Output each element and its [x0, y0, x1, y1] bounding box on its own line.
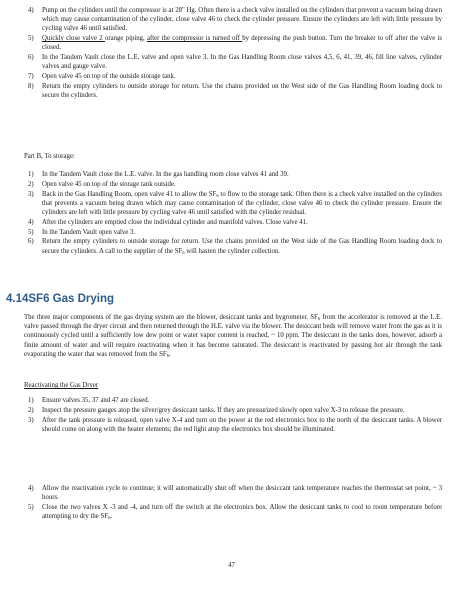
text-fragment: from the accelerator is removed at the L.E. valve passed through the dryer circuit and then returned through the H.E. valve via the blower. The desiccant beds will remove water from the gas as it is continuously cycled until a sufficiently low dew point or water vapor content is reached, ~ 10 ppm. The desiccant in the tanks does, however, adsorb a finite amount of water and will require reactivating when it has become saturated. The desiccant is reactivated by passing hot air through the tank evaporating the water that was removed from the SF [24, 314, 442, 358]
list-number: 4) [28, 218, 34, 226]
list-number: 4) [28, 485, 34, 492]
subscript: 6 [216, 192, 219, 198]
subscript: 6 [182, 249, 185, 255]
text-fragment: . [169, 350, 171, 358]
list-number: 8) [28, 83, 34, 90]
list-item [24, 396, 442, 405]
list-item [24, 82, 442, 100]
section-title-text: SF6 Gas Drying [28, 293, 115, 305]
text-fragment: The three major components of the gas drying system are the blower, desiccant tanks and hygrometer. SF [24, 314, 318, 321]
list-number: 5) [28, 228, 34, 236]
list-text: Allow the reactivation cycle to continue; it will automatically shut off when the desiccant tank temperature reaches the thermostat set point, ~ 3 hours. [42, 485, 442, 502]
section-title [6, 293, 424, 306]
list-text: Open valve 45 on top of the outside storage tank. [42, 73, 176, 81]
reactivating-heading-block [24, 381, 442, 390]
paragraph [24, 313, 442, 359]
list-item [24, 53, 442, 71]
part-b-heading-block [24, 152, 442, 161]
subscript: 6 [166, 352, 169, 358]
list-item [24, 237, 442, 255]
list-text: Pump on the cylinders until the compressor is at 28" Hg. Often there is a check valve installed on the cylinders that prevent a vacuum being drawn which may cause contamination of the cylinder, close valve 46 to check the cylinder pressure. Ensure the cylinders are left with little pressure by cycling valve 46 until satisfied. [42, 7, 442, 33]
list-item [24, 484, 442, 502]
list-number: 3) [28, 416, 34, 424]
list-item [24, 503, 442, 521]
list-text: After the tank pressure is released, open valve X-4 and turn on the power at the red electronics box to the north of the desiccant tanks. A blower should come on along with the heater elements; the red light atop the electronics box should be illuminated. [42, 416, 442, 433]
list-text: Inspect the pressure gauges atop the silver/grey desiccant tanks. If they are pressurized slowly open valve X-3 to release the pressure. [42, 406, 405, 414]
list-item [24, 406, 442, 415]
list-number: 3) [28, 190, 34, 198]
reactivating-heading: Reactivating the Gas Dryer [24, 382, 99, 389]
reactivation-steps-list [24, 396, 442, 435]
list-number: 2) [28, 180, 34, 188]
section-heading-block [6, 293, 424, 306]
list-number: 4) [28, 7, 34, 14]
procedure-list-part-a [24, 6, 442, 101]
list-number: 1) [28, 397, 34, 404]
list-number: 6) [28, 54, 34, 62]
list-text: Open valve 45 on top of the storage tank outside. [42, 180, 176, 188]
list-number: 5) [28, 35, 34, 43]
gas-drying-paragraph [24, 313, 442, 359]
list-item [24, 6, 442, 34]
text-fragment: Close the two valves X -3 and -4, and turn off the switch at the electronics box. Allow the desiccant tanks to cool to room temperature before attempting to dry the SF [42, 504, 442, 521]
list-item [24, 34, 442, 52]
text-fragment: to flow to the storage tank. Often there is a check valve installed on the cylinders that prevents a vacuum being drawn which may cause contamination of the cylinder, close valve 46 to check the cylinder pressure. Ensure the cylinders are left with little pressure by cycling valve 46 until satisfied with the cylinder residual. [42, 190, 443, 216]
underlined-text: after the compressor is turned off [146, 35, 243, 43]
underlined-text: Quickly close valve 2 [42, 35, 105, 43]
subscript: 6 [317, 316, 321, 321]
text-fragment: orange piping, [104, 35, 147, 43]
page-number: 47 [228, 562, 235, 569]
list-text [42, 503, 442, 521]
list-item [24, 72, 442, 81]
list-item [24, 170, 442, 179]
list-text: In the Tandem Vault close the L.E. valve and open valve 3. In the Gas Handling Room close valves 4,5, 6, 41, 39, 46, fill line valves, cylinder valves and gauge valve. [42, 54, 442, 71]
list-number: 2) [28, 406, 34, 414]
text-fragment: Back in the Gas Handling Room, open valve 41 to allow the SF [42, 190, 217, 198]
text-fragment: Return the empty cylinders to outside storage for return. Use the chains provided on the West side of the Gas Handling Room loading dock to secure the cylinders. A call to the supplier of the SF [42, 238, 442, 255]
list-text: In the Tandem Vault open valve 3. [42, 228, 136, 236]
procedure-list-part-b [24, 170, 442, 256]
text-fragment: . [110, 513, 113, 521]
list-number: 5) [28, 504, 34, 511]
reactivation-steps-list-continued [24, 484, 442, 522]
list-item [24, 180, 442, 189]
list-item [24, 218, 442, 227]
list-text [42, 34, 442, 52]
section-number: 4.14 [6, 293, 29, 305]
list-text: Ensure valves 35, 37 and 47 are closed. [42, 397, 150, 404]
subscript: 6 [108, 515, 111, 521]
list-item [24, 228, 442, 237]
list-text: After the cylinders are emptied close the individual cylinder and manifold valves. Close valve 41. [42, 218, 308, 226]
list-text: Return the empty cylinders to outside storage for return. Use the chains provided on the West side of the Gas Handling Room loading dock to secure the cylinders. [42, 83, 442, 100]
text-fragment: will hasten the cylinder collection. [184, 247, 281, 255]
list-text [42, 190, 442, 218]
list-number: 1) [28, 171, 34, 178]
list-item [24, 190, 442, 218]
list-item [24, 416, 442, 434]
list-number: 6) [28, 238, 34, 246]
part-b-heading: Part B, To storage: [24, 153, 75, 160]
list-text [42, 237, 442, 255]
text-fragment: by depressing the push button. Turn the breaker to off after the valve is closed. [42, 35, 442, 52]
list-text: In the Tandem Vault close the L.E. valve. In the gas handling room close valves 41 and 39. [42, 171, 289, 178]
list-number: 7) [28, 73, 34, 81]
